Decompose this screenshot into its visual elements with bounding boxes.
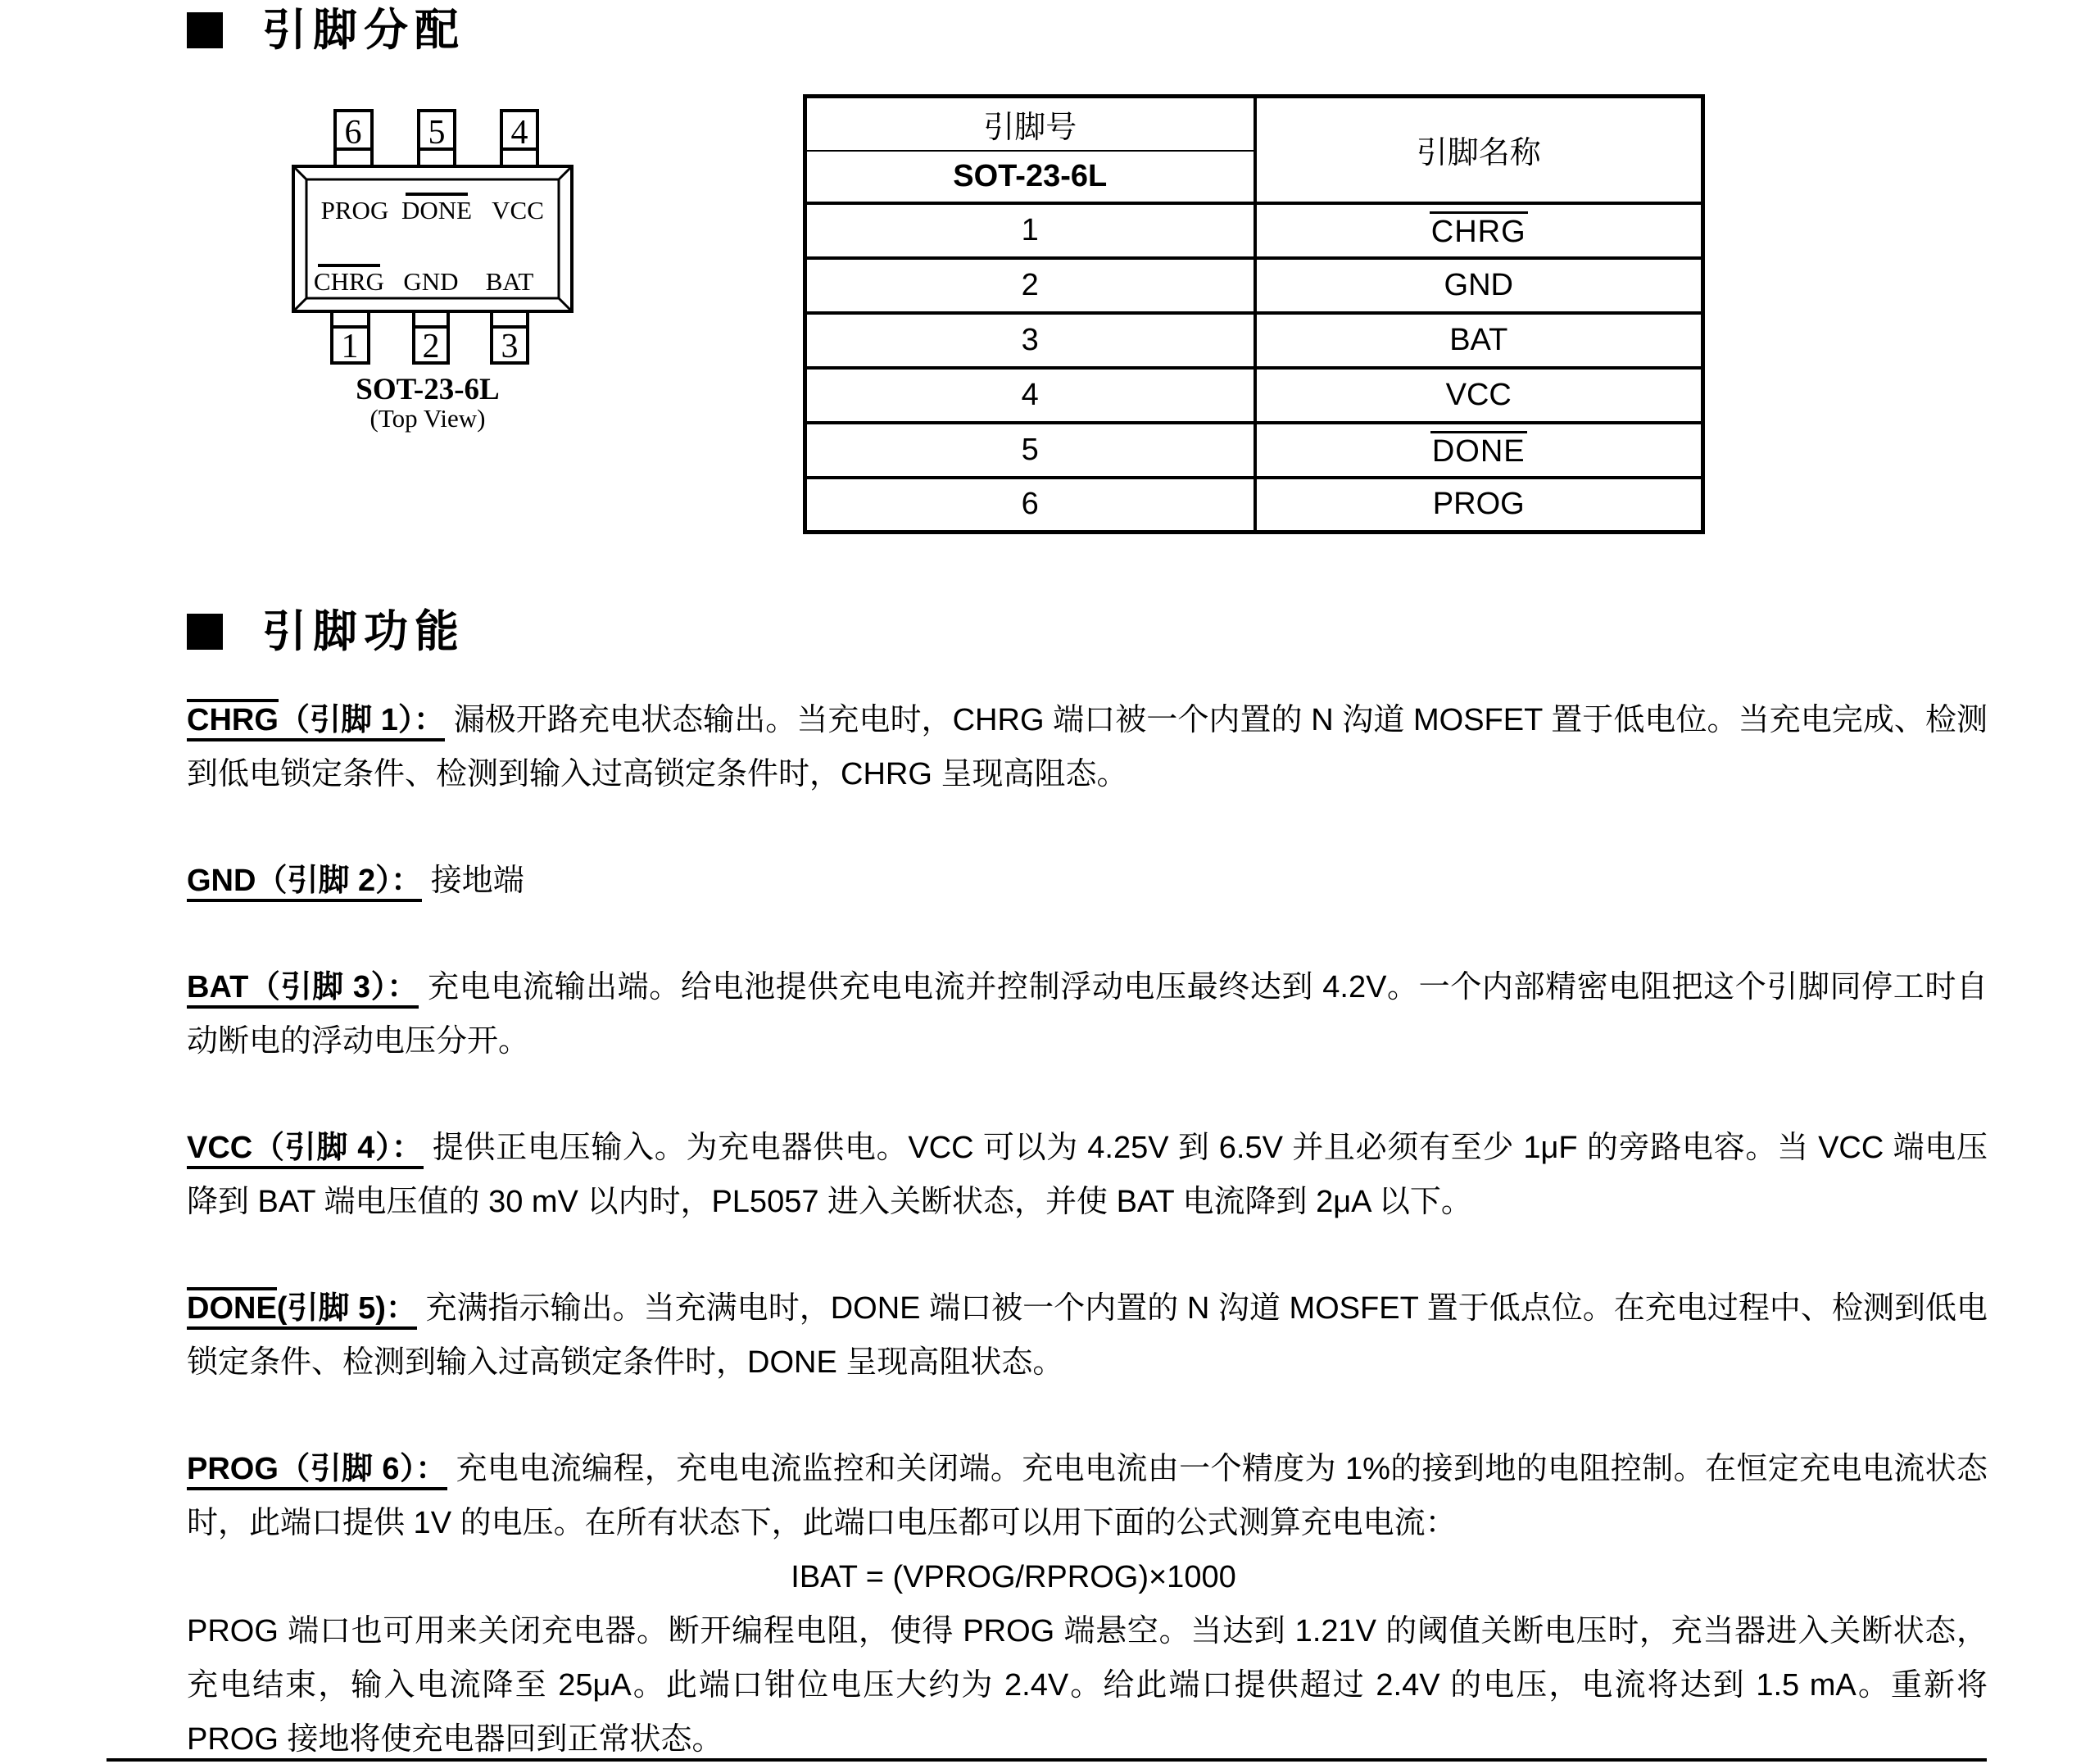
pin-number-cell: 2 (805, 258, 1255, 313)
pin-name-cell: BAT (1255, 313, 1703, 368)
table-row (805, 258, 1703, 313)
table-row (805, 313, 1703, 368)
pin-function-label (187, 864, 422, 902)
pin-function-label (187, 1131, 424, 1169)
bottom-pin-3 (492, 311, 528, 365)
pin-label-chrg: CHRG (313, 267, 385, 296)
package-caption: SOT-23-6L (356, 373, 500, 406)
pin-table (803, 94, 1705, 534)
chrg-overlined: CHRG (187, 699, 279, 737)
pin-number-cell: 6 (805, 478, 1255, 533)
section-header-pin-assignment (187, 7, 465, 54)
section-header-pin-function (187, 608, 465, 655)
pin-function-label-suffix: （引脚 1）： (278, 703, 446, 737)
pin-function-label (187, 1452, 447, 1490)
pin-number: 1 (341, 328, 359, 365)
pin-number: 5 (428, 114, 446, 152)
table-row (805, 203, 1703, 258)
pin-number-cell: 4 (805, 368, 1255, 423)
pin-name-cell: GND (1255, 258, 1703, 313)
pin-function-label-suffix: （引脚 6）： (278, 1452, 447, 1486)
bat-label: BAT (187, 970, 249, 1004)
pin-function-label (187, 703, 445, 741)
table-row (805, 368, 1703, 423)
pin-function-prog (187, 1442, 1988, 1764)
top-pin-4 (501, 111, 537, 166)
pin-name-cell: PROG (1255, 478, 1703, 533)
pin-number: 2 (422, 328, 440, 365)
footer-rule (107, 1758, 1987, 1762)
pin-function-text: 漏极开路充电状态输出。当充电时，CHRG 端口被一个内置的 N 沟道 MOSFET 置于低电位。当充电完成、检测到低电锁定条件、检测到输入过高锁定条件时，CHRG 呈现高阻态。 (187, 703, 1988, 791)
done-overlined: DONE (1430, 431, 1527, 469)
charge-current-formula: IBAT = (VPROG/RPROG)×1000 (791, 1560, 1236, 1594)
package-caption-sub: (Top View) (369, 404, 486, 433)
package-diagram (287, 102, 582, 434)
pin-number-header: 引脚号 (805, 97, 1255, 151)
bottom-pin-1 (332, 311, 369, 365)
section-bullet-icon (187, 12, 223, 48)
pin-function-vcc (187, 1121, 1988, 1229)
section-title: 引脚分配 (262, 6, 465, 55)
section-bullet-icon (187, 614, 223, 650)
pin-function-label-suffix: (引脚 5)： (276, 1291, 417, 1326)
pin-label-done: DONE (401, 196, 473, 224)
pin-label-done-overlined (401, 194, 472, 224)
table-header-row (805, 97, 1703, 151)
pin-label-bat: BAT (485, 267, 534, 296)
pin-function-text-after: PROG 端口也可用来关闭充电器。断开编程电阻，使得 PROG 端悬空。当达到 1.21V 的阈值关断电压时，充当器进入关断状态，充电结束，输入电流降至 25μA。此端口钳位电压大约为 2.4V。给此端口提供超过 2.4V 的电压，电流将达到 1.5 mA。重新将 PROG 接地将使充电器回到正常状态。 (187, 1614, 1988, 1757)
pin-name-cell (1255, 423, 1703, 478)
pin-function-body (187, 693, 1988, 1764)
pin-function-label (187, 970, 419, 1009)
prog-label: PROG (187, 1452, 279, 1486)
vcc-label: VCC (187, 1131, 253, 1165)
pin-function-text: 接地端 (430, 864, 524, 898)
top-pin-5 (419, 111, 455, 166)
top-pin-6 (335, 111, 372, 166)
gnd-label: GND (187, 864, 256, 898)
section-title: 引脚功能 (262, 607, 465, 656)
done-overlined: DONE (187, 1287, 277, 1326)
pin-function-label-suffix: （引脚 3）： (248, 970, 419, 1004)
pin-label-vcc: VCC (492, 196, 544, 224)
bottom-pin-2 (414, 311, 448, 365)
pin-function-label-suffix: （引脚 4）： (252, 1131, 424, 1165)
pin-number-cell: 1 (805, 203, 1255, 258)
pin-label-prog: PROG (320, 196, 389, 224)
pin-name-cell (1255, 203, 1703, 258)
table-row (805, 478, 1703, 533)
pin-function-chrg (187, 693, 1988, 801)
pin-function-label-suffix: （引脚 2）： (256, 864, 423, 898)
pin-number: 6 (344, 114, 362, 152)
pin-function-bat (187, 960, 1988, 1068)
pin-function-text: 充满指示输出。当充满电时，DONE 端口被一个内置的 N 沟道 MOSFET 置于低点位。在充电过程中、检测到低电锁定条件、检测到输入过高锁定条件时，DONE 呈现高阻状态。 (187, 1291, 1988, 1380)
pin-number-cell: 3 (805, 313, 1255, 368)
pin-label-chrg-overlined (314, 265, 384, 296)
package-type-header: SOT-23-6L (805, 151, 1255, 203)
pin-number: 4 (510, 114, 528, 152)
chrg-overlined: CHRG (1430, 211, 1528, 250)
table-row (805, 423, 1703, 478)
pin-function-done (187, 1281, 1988, 1390)
pin-name-header: 引脚名称 (1255, 97, 1703, 203)
pin-number-cell: 5 (805, 423, 1255, 478)
pin-name-cell: VCC (1255, 368, 1703, 423)
pin-function-label (187, 1291, 417, 1330)
pin-number: 3 (501, 328, 519, 365)
pin-function-text: 充电电流编程，充电电流监控和关闭端。充电电流由一个精度为 1%的接到地的电阻控制。在恒定充电电流状态时，此端口提供 1V 的电压。在所有状态下，此端口电压都可以用下面的公式测算充电电流： (187, 1452, 1988, 1540)
pin-label-gnd: GND (403, 267, 459, 296)
pin-function-text: 提供正电压输入。为充电器供电。VCC 可以为 4.25V 到 6.5V 并且必须有至少 1μF 的旁路电容。当 VCC 端电压降到 BAT 端电压值的 30 mV 以内时，PL5057 进入关断状态，并使 BAT 电流降到 2μA 以下。 (187, 1131, 1988, 1219)
pin-function-text: 充电电流输出端。给电池提供充电电流并控制浮动电压最终达到 4.2V。一个内部精密电阻把这个引脚同停工时自动断电的浮动电压分开。 (187, 970, 1988, 1059)
pin-function-gnd (187, 854, 1988, 908)
